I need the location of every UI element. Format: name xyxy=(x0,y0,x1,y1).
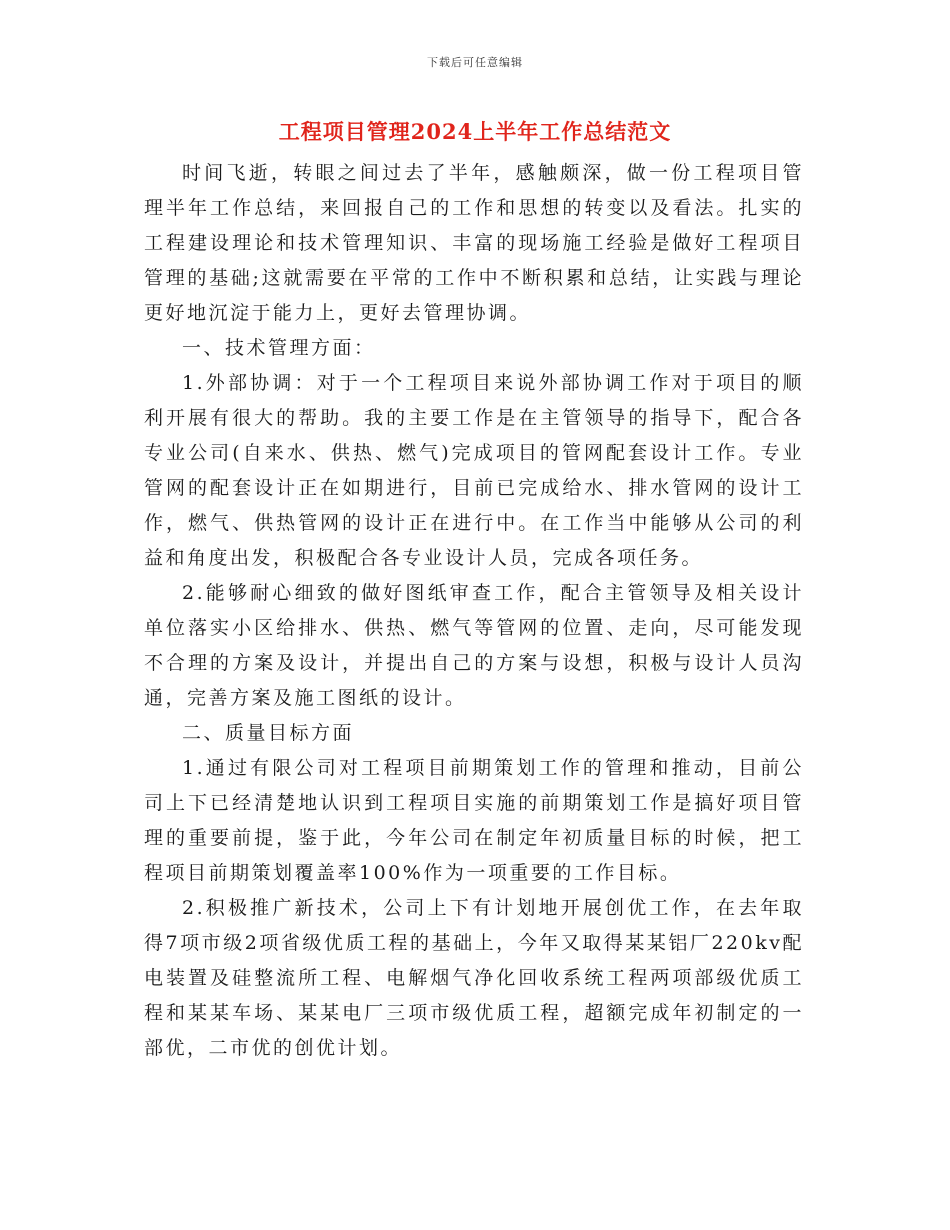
header-note: 下载后可任意编辑 xyxy=(427,56,523,69)
paragraph-intro: 时间飞逝，转眼之间过去了半年，感触颇深，做一份工程项目管理半年工作总结，来回报自己的工作和思想的转变以及看法。扎实的工程建设理论和技术管理知识、丰富的现场施工经验是做好工程项目管理的基础;这就需要在平常的工作中不断积累和总结，让实践与理论更好地沉淀于能力上，更好去管理协调。 xyxy=(144,162,804,324)
paragraph-external-coordination: 1.外部协调：对于一个工程项目来说外部协调工作对于项目的顺利开展有很大的帮助。我的主要工作是在主管领导的指导下，配合各专业公司(自来水、供热、燃气)完成项目的管网配套设计工作。专业管网的配套设计正在如期进行，目前已完成给水、排水管网的设计工作，燃气、供热管网的设计正在进行中。在工作当中能够从公司的利益和角度出发，积极配合各专业设计人员，完成各项任务。 xyxy=(144,372,804,569)
document-body xyxy=(144,156,804,1066)
document-title: 工程项目管理2024上半年工作总结范文 xyxy=(278,119,672,144)
paragraph-drawing-review: 2.能够耐心细致的做好图纸审查工作，配合主管领导及相关设计单位落实小区给排水、供热、燃气等管网的位置、走向，尽可能发现不合理的方案及设计，并提出自己的方案与设想，积极与设计人员沟通，完善方案及施工图纸的设计。 xyxy=(144,582,804,709)
section-heading-technical: 一、技术管理方面： xyxy=(182,337,376,359)
paragraph-new-technology: 2.积极推广新技术，公司上下有计划地开展创优工作，在去年取得7项市级2项省级优质工程的基础上，今年又取得某某铝厂220kv配电装置及硅整流所工程、电解烟气净化回收系统工程两项部级优质工程和某某车场、某某电厂三项市级优质工程，超额完成年初制定的一部优，二市优的创优计划。 xyxy=(144,897,804,1059)
section-heading-quality: 二、质量目标方面 xyxy=(182,722,355,744)
paragraph-planning: 1.通过有限公司对工程项目前期策划工作的管理和推动，目前公司上下已经清楚地认识到工程项目实施的前期策划工作是搞好项目管理的重要前提，鉴于此，今年公司在制定年初质量目标的时候，把工程项目前期策划覆盖率100%作为一项重要的工作目标。 xyxy=(144,757,804,884)
